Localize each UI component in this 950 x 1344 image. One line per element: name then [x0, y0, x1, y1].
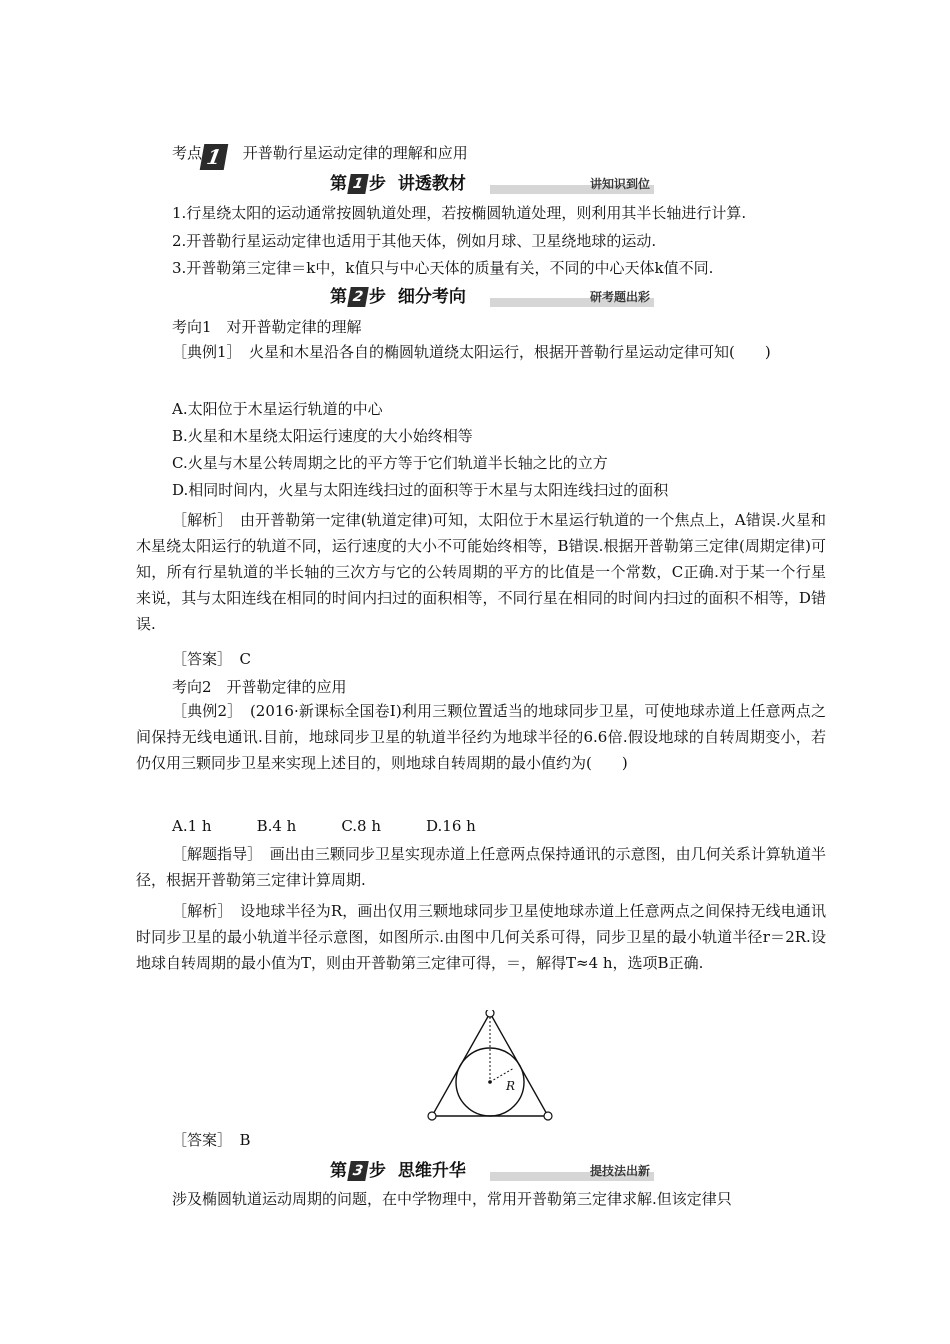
kaodian-heading: [172, 143, 468, 170]
kaodian-number-badge: 1: [200, 144, 229, 170]
step2-title: 细分考向: [397, 287, 466, 307]
step1-item-3: 3.开普勒第三定律＝k中，k值只与中心天体的质量有关，不同的中心天体k值不同.: [172, 259, 714, 277]
step2-number-badge: 2: [347, 287, 369, 307]
step3-banner: [330, 1159, 654, 1183]
step3-number-badge: 3: [347, 1161, 369, 1181]
step1-heading: [330, 172, 466, 196]
satellite-right: [544, 1112, 552, 1120]
step3-pre: 第: [330, 1161, 347, 1181]
example2-question: ［典例2］ (2016·新课标全国卷Ⅰ)利用三颗位置适当的地球同步卫星，可使地球赤道上任意两点之间保持无线电通讯.目前，地球同步卫星的轨道半径约为地球半径的6.6倍.假设地球的自转周期变小，若仍仅用三颗同步卫星来实现上述目的，则地球自转周期的最小值约为( ): [136, 702, 826, 772]
step3-tag: 提技法出新: [589, 1164, 650, 1178]
step1-item-1: 1.行星绕太阳的运动通常按圆轨道处理，若按椭圆轨道处理，则利用其半长轴进行计算.: [172, 204, 747, 222]
satellite-orbit-figure: [426, 1010, 556, 1130]
kaodian-prefix: 考点: [172, 144, 203, 162]
step2-banner: [330, 285, 654, 309]
step1-banner: [330, 172, 654, 196]
satellite-top: [486, 1010, 494, 1017]
step3-text: 涉及椭圆轨道运动周期的问题，在中学物理中，常用开普勒第三定律求解.但该定律只: [172, 1190, 732, 1208]
step1-post: 步: [369, 174, 386, 194]
kaodian-title: 开普勒行星运动定律的理解和应用: [242, 144, 468, 162]
example1-option-a: A.太阳位于木星运行轨道的中心: [172, 400, 383, 418]
step2-heading: [330, 285, 466, 309]
step3-title: 思维升华: [397, 1161, 466, 1181]
step3-post: 步: [369, 1161, 386, 1181]
kaoxiang-1: 考向1 对开普勒定律的理解: [172, 318, 362, 336]
step1-title: 讲透教材: [397, 174, 466, 194]
example1-option-d: D.相同时间内，火星与太阳连线扫过的面积等于木星与太阳连线扫过的面积: [172, 481, 669, 499]
step1-item-2: 2.开普勒行星运动定律也适用于其他天体，例如月球、卫星绕地球的运动.: [172, 232, 657, 250]
step1-pre: 第: [330, 174, 347, 194]
example1-analysis: ［解析］ 由开普勒第一定律(轨道定律)可知，太阳位于木星运行轨道的一个焦点上，A错误.火星和木星绕太阳运行的轨道不同，运行速度的大小不可能始终相等，B错误.根据开普勒第三定律(周期定律)可知，所有行星轨道的半长轴的三次方与它的公转周期的平方的比值是一个常数，C正确.对于某一个行星来说，其与太阳连线在相同的时间内扫过的面积相等，不同行星在相同的时间内扫过的面积不相等，D错误.: [136, 511, 826, 633]
example2-options: A.1 h B.4 h C.8 h D.16 h: [172, 817, 476, 835]
step2-pre: 第: [330, 287, 347, 307]
step3-heading: [330, 1159, 466, 1183]
step2-post: 步: [369, 287, 386, 307]
satellite-left: [428, 1112, 436, 1120]
example1-option-b: B.火星和木星绕太阳运行速度的大小始终相等: [172, 427, 473, 445]
step2-tag: 研考题出彩: [589, 290, 650, 304]
center-point: [488, 1080, 492, 1084]
example1-answer: ［答案］ C: [172, 650, 251, 668]
example1-question: ［典例1］ 火星和木星沿各自的椭圆轨道绕太阳运行，根据开普勒行星运动定律可知( ): [172, 343, 771, 361]
example2-guide: ［解题指导］ 画出由三颗同步卫星实现赤道上任意两点保持通讯的示意图，由几何关系计算轨道半径，根据开普勒第三定律计算周期.: [136, 845, 826, 889]
radius-label: R: [506, 1079, 516, 1093]
triangle-outline: [432, 1013, 548, 1116]
example1-option-c: C.火星与木星公转周期之比的平方等于它们轨道半长轴之比的立方: [172, 454, 608, 472]
step1-tag: 讲知识到位: [589, 177, 650, 191]
example2-answer: ［答案］ B: [172, 1131, 251, 1149]
step1-number-badge: 1: [347, 174, 369, 194]
example2-analysis: ［解析］ 设地球半径为R，画出仅用三颗地球同步卫星使地球赤道上任意两点之间保持无线电通讯时同步卫星的最小轨道半径示意图，如图所示.由图中几何关系可得，同步卫星的最小轨道半径r＝2R.设地球自转周期的最小值为T，则由开普勒第三定律可得，＝，解得T≈4 h，选项B正确.: [136, 902, 826, 972]
kaoxiang-2: 考向2 开普勒定律的应用: [172, 678, 347, 696]
